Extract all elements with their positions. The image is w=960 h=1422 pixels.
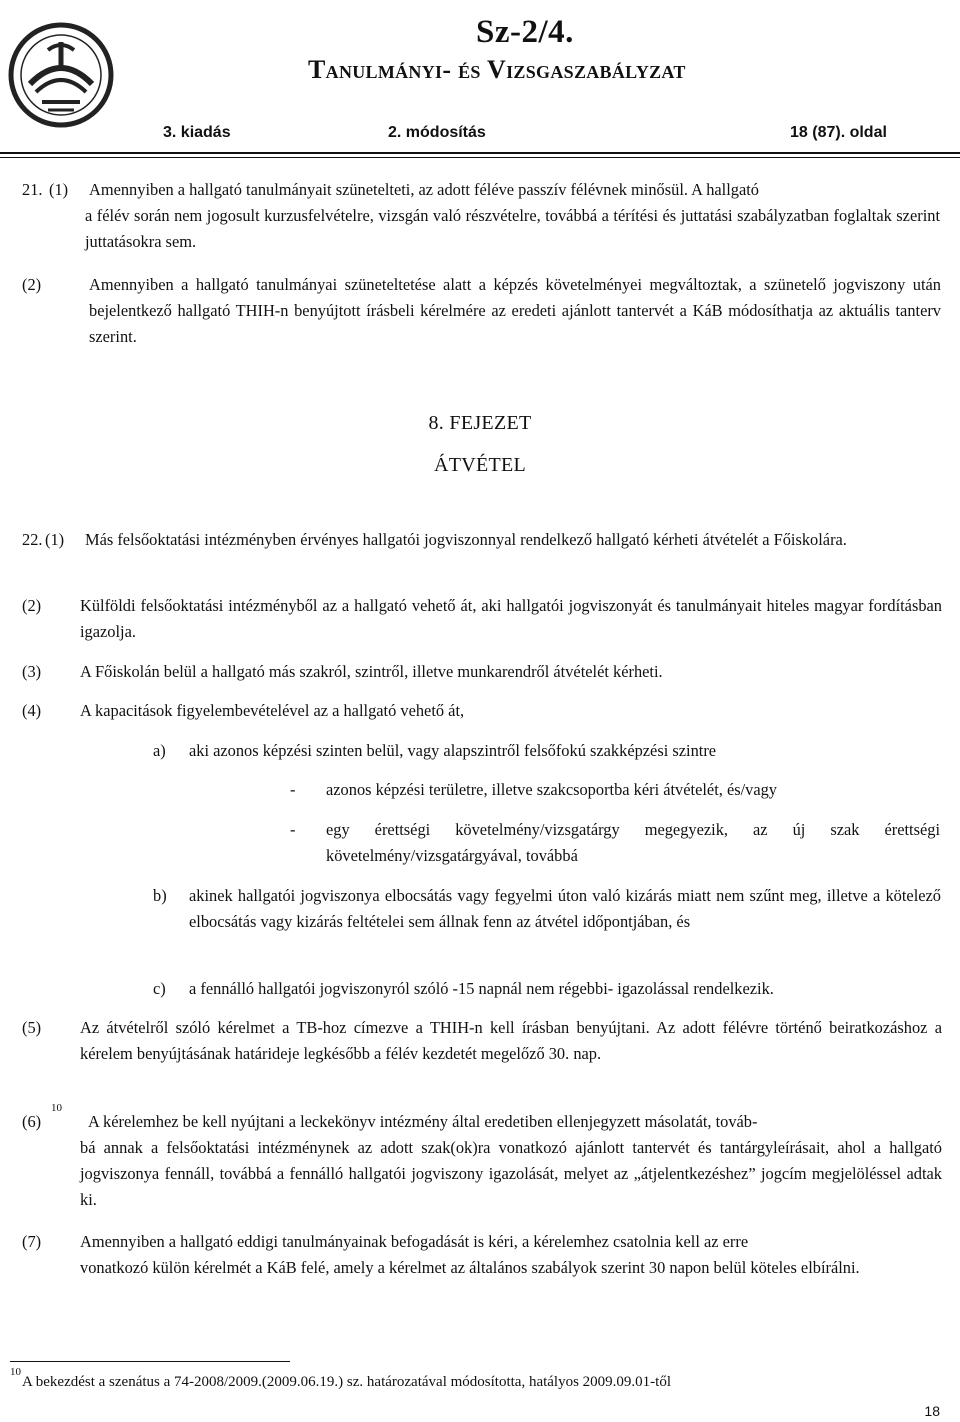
paragraph-number: (5)	[22, 1018, 42, 1037]
paragraph-text: Más felsőoktatási intézményben érvényes hallgatói jogviszonnyal rendelkező hallgató kérheti átvételét a Főiskolára.	[85, 530, 847, 549]
page-label: 18 (87). oldal	[790, 124, 887, 141]
page-number: 18	[924, 1403, 940, 1419]
paragraph-text: Külföldi felsőoktatási intézményből az a hallgató vehető át, aki hallgatói jogviszonyát és tanulmányait hiteles magyar fordításban igazolja.	[80, 596, 942, 641]
list-label: c)	[153, 979, 166, 998]
paragraph-number: (2)	[22, 596, 42, 615]
paragraph-text: Amennyiben a hallgató eddigi tanulmányainak befogadását is kéri, a kérelemhez csatolnia kell az erre	[80, 1232, 749, 1251]
paragraph-number: (1)	[49, 180, 69, 199]
paragraph-number: (4)	[22, 701, 42, 720]
section-number: 22.	[22, 530, 43, 549]
footnote-number: 10	[10, 1366, 21, 1378]
footnote-reference: 10	[51, 1102, 62, 1114]
paragraph-text: A kérelemhez be kell nyújtani a leckekönyv intézmény által eredetiben ellenjegyzett másolatát, továb-	[88, 1112, 758, 1131]
paragraph-text: Amennyiben a hallgató tanulmányait szünetelteti, az adott féléve passzív félévnek minősül. A hallgató	[89, 180, 759, 199]
document-code: Sz-2/4.	[476, 14, 574, 50]
list-label: a)	[153, 741, 166, 760]
sub-list-item: azonos képzési területre, illetve szakcsoportba kéri átvételét, és/vagy	[326, 780, 778, 799]
section-number: 21.	[22, 180, 43, 199]
dash-marker: -	[290, 780, 296, 799]
paragraph-number: (6)	[22, 1112, 42, 1131]
chapter-title: ÁTVÉTEL	[433, 454, 527, 476]
sub-list-item: egy érettségi követelmény/vizsgatárgy megegyezik, az új szak érettségi követelmény/vizsgatárgyával, továbbá	[326, 820, 940, 865]
college-logo-icon	[8, 22, 114, 128]
chapter-number: 8. FEJEZET	[428, 412, 532, 434]
list-label: b)	[153, 886, 167, 905]
paragraph-text: bá annak a felsőoktatási intézménynek az adott szak(ok)ra vonatkozó ajánlott tantervét és tantárgyleírásait, ahol a hallgató jogviszonya fennáll, továbbá a fennálló hallgatói jogviszony igazolását, melyet az „átjelentkezéshez” jogcím megjelöléssel adtak ki.	[80, 1138, 942, 1209]
paragraph-text: a félév során nem jogosult kurzusfelvételre, vizsgán való részvételre, továbbá a térítési és juttatási szabályzatban foglaltak szerint juttatásokra sem.	[85, 206, 940, 251]
paragraph-number: (7)	[22, 1232, 42, 1251]
paragraph-text: vonatkozó külön kérelmét a KáB felé, amely a kérelmet az általános szabályok szerint 30 napon belül köteles elbírálni.	[80, 1258, 860, 1277]
paragraph-number: (2)	[22, 275, 42, 294]
dash-marker: -	[290, 820, 296, 839]
edition-label: 3. kiadás	[163, 124, 231, 141]
header-rule-thin	[0, 157, 960, 158]
modification-label: 2. módosítás	[388, 124, 486, 141]
footnote-separator	[10, 1361, 290, 1362]
paragraph-number: (3)	[22, 662, 42, 681]
paragraph-text: Amennyiben a hallgató tanulmányai szüneteltetése alatt a képzés követelményei megváltoztak, a szünetelő jogviszony után bejelentkező hallgató THIH-n benyújtott írásbeli kérelmére az eredeti ajánlott tantervét a KáB módosíthatja az aktuális tanterv szerint.	[89, 275, 941, 346]
document-header	[0, 0, 960, 160]
document-title: Tanulmányi- és Vizsgaszabályzat	[308, 55, 686, 84]
list-item: akinek hallgatói jogviszonya elbocsátás vagy fegyelmi úton való kizárás miatt nem szűnt meg, illetve a kötelező elbocsátás vagy kizárás feltételei sem állnak fenn az átvétel időpontjában, és	[189, 886, 941, 931]
list-item: a fennálló hallgatói jogviszonyról szóló -15 napnál nem régebbi- igazolással rendelkezik.	[189, 979, 774, 998]
header-rule	[0, 152, 960, 154]
list-item: aki azonos képzési szinten belül, vagy alapszintről felsőfokú szakképzési szintre	[189, 741, 717, 760]
paragraph-number: (1)	[45, 530, 65, 549]
footnote	[10, 1366, 672, 1391]
footnote-text: A bekezdést a szenátus a 74-2008/2009.(2009.06.19.) sz. határozatával módosította, hatályos 2009.09.01-től	[22, 1374, 672, 1390]
paragraph-text: Az átvételről szóló kérelmet a TB-hoz címezve a THIH-n kell írásban benyújtani. Az adott félévre történő beiratkozáshoz a kérelem benyújtásának határideje legkésőbb a félév kezdetét megelőző 30. nap.	[80, 1018, 942, 1063]
paragraph-text: A kapacitások figyelembevételével az a hallgató vehető át,	[80, 701, 465, 720]
paragraph-text: A Főiskolán belül a hallgató más szakról, szintről, illetve munkarendről átvételét kérheti.	[80, 662, 663, 681]
